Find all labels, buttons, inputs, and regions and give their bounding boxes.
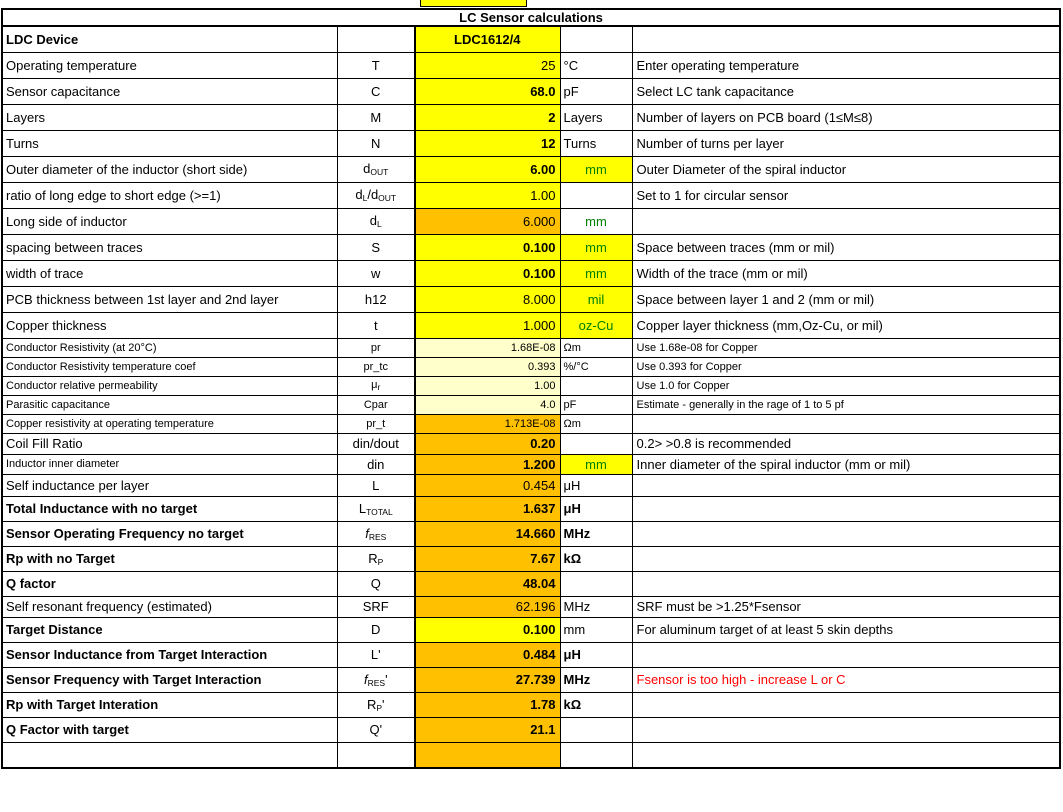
title-row (2, 9, 1060, 26)
table-row (2, 104, 1060, 130)
symbol-part: ' (382, 696, 385, 712)
row-symbol (337, 104, 415, 130)
symbol-part: t (373, 317, 378, 333)
table-row (2, 571, 1060, 596)
row-symbol (337, 156, 415, 182)
row-symbol (337, 496, 415, 521)
table-row (2, 474, 1060, 496)
row-symbol (337, 376, 415, 395)
symbol-part: SRF (362, 599, 389, 614)
row-label: Turns (2, 130, 337, 156)
symbol-part: RES (367, 677, 386, 688)
row-symbol (337, 312, 415, 338)
row-label: Coil Fill Ratio (2, 433, 337, 454)
symbol-part: P (376, 702, 383, 713)
value-cell: 0.20 (415, 433, 560, 454)
row-symbol (337, 617, 415, 642)
row-symbol (337, 26, 415, 52)
row-label: LDC Device (2, 26, 337, 52)
table-row (2, 312, 1060, 338)
row-description (632, 414, 1060, 433)
table-row (2, 496, 1060, 521)
value-cell: 7.67 (415, 546, 560, 571)
value-cell: 14.660 (415, 521, 560, 546)
value-cell[interactable]: 25 (415, 52, 560, 78)
yellow-cell-fragment (420, 0, 527, 7)
row-label: Parasitic capacitance (2, 395, 337, 414)
unit-cell: mil (560, 286, 632, 312)
table-row (2, 52, 1060, 78)
symbol-part: pr_tc (363, 360, 388, 373)
row-symbol (337, 546, 415, 571)
value-cell[interactable]: 4.0 (415, 395, 560, 414)
row-label: Target Distance (2, 617, 337, 642)
symbol-part: din/dout (352, 436, 399, 451)
row-symbol (337, 130, 415, 156)
row-symbol (337, 433, 415, 454)
symbol-part: r (377, 382, 381, 392)
value-cell[interactable]: 6.00 (415, 156, 560, 182)
value-cell[interactable]: LDC1612/4 (415, 26, 560, 52)
value-cell[interactable]: 1.68E-08 (415, 338, 560, 357)
unit-cell (560, 376, 632, 395)
row-label: Layers (2, 104, 337, 130)
unit-cell (560, 717, 632, 742)
table-row (2, 338, 1060, 357)
symbol-part: pr_t (366, 417, 386, 430)
row-symbol (337, 642, 415, 667)
symbol-part: d (369, 213, 377, 228)
row-description: Use 0.393 for Copper (632, 357, 1060, 376)
row-label: Long side of inductor (2, 208, 337, 234)
row-description: Inner diameter of the spiral inductor (mm or mil) (632, 454, 1060, 474)
symbol-part: d (355, 187, 363, 202)
unit-cell: MHz (560, 596, 632, 617)
table-row (2, 742, 1060, 768)
symbol-part: P (377, 556, 384, 567)
symbol-part: L' (370, 647, 381, 662)
unit-cell: MHz (560, 521, 632, 546)
symbol-part: S (371, 239, 381, 255)
value-cell[interactable]: 68.0 (415, 78, 560, 104)
table-row (2, 260, 1060, 286)
table-row (2, 433, 1060, 454)
unit-cell: Turns (560, 130, 632, 156)
symbol-part: f (365, 525, 369, 541)
row-label: Q Factor with target (2, 717, 337, 742)
row-description (632, 642, 1060, 667)
table-row (2, 357, 1060, 376)
unit-cell: mm (560, 260, 632, 286)
unit-cell: pF (560, 78, 632, 104)
symbol-part: C (371, 83, 381, 99)
table-row (2, 414, 1060, 433)
row-symbol (337, 260, 415, 286)
row-description (632, 742, 1060, 768)
row-description (632, 496, 1060, 521)
row-symbol (337, 667, 415, 692)
row-symbol (337, 454, 415, 474)
row-symbol (337, 52, 415, 78)
value-cell[interactable]: 0.100 (415, 234, 560, 260)
row-symbol (337, 474, 415, 496)
row-label: Inductor inner diameter (2, 454, 337, 474)
value-cell: 1.713E-08 (415, 414, 560, 433)
row-symbol (337, 182, 415, 208)
unit-cell (560, 26, 632, 52)
symbol-part: Cpar (363, 398, 388, 411)
table-row (2, 454, 1060, 474)
value-cell: 1.78 (415, 692, 560, 717)
unit-cell: kΩ (560, 692, 632, 717)
row-description: SRF must be >1.25*Fsensor (632, 596, 1060, 617)
table-row (2, 717, 1060, 742)
symbol-part: L (358, 500, 367, 516)
symbol-part: pr (370, 341, 381, 354)
value-cell: 6.000 (415, 208, 560, 234)
row-symbol (337, 286, 415, 312)
symbol-part: f (363, 671, 368, 687)
row-label: Q factor (2, 571, 337, 596)
value-cell[interactable]: 8.000 (415, 286, 560, 312)
row-label: PCB thickness between 1st layer and 2nd layer (2, 286, 337, 312)
row-symbol (337, 234, 415, 260)
row-label: Sensor Inductance from Target Interaction (2, 642, 337, 667)
symbol-part: Q (370, 576, 381, 591)
row-symbol (337, 414, 415, 433)
unit-cell: mm (560, 617, 632, 642)
symbol-part: N (371, 135, 381, 151)
row-symbol (337, 521, 415, 546)
row-label: Sensor Frequency with Target Interaction (2, 667, 337, 692)
row-description (632, 474, 1060, 496)
row-label: width of trace (2, 260, 337, 286)
unit-cell (560, 182, 632, 208)
row-description (632, 521, 1060, 546)
unit-cell (560, 742, 632, 768)
table-row (2, 208, 1060, 234)
lc-sensor-table (1, 8, 1061, 769)
row-description: Outer Diameter of the spiral inductor (632, 156, 1060, 182)
unit-cell: mm (560, 234, 632, 260)
row-label: ratio of long edge to short edge (>=1) (2, 182, 337, 208)
value-cell: 0.454 (415, 474, 560, 496)
row-symbol (337, 357, 415, 376)
row-description (632, 546, 1060, 571)
row-description: Width of the trace (mm or mil) (632, 260, 1060, 286)
row-symbol (337, 78, 415, 104)
table-row (2, 26, 1060, 52)
unit-cell: kΩ (560, 546, 632, 571)
table-row (2, 642, 1060, 667)
table-row (2, 692, 1060, 717)
table-row (2, 667, 1060, 692)
symbol-part: M (370, 109, 382, 125)
table-row (2, 376, 1060, 395)
unit-cell: μH (560, 496, 632, 521)
symbol-part: L (372, 477, 380, 493)
row-label: Self inductance per layer (2, 474, 337, 496)
value-cell: 62.196 (415, 596, 560, 617)
row-description: Space between traces (mm or mil) (632, 234, 1060, 260)
row-description: Enter operating temperature (632, 52, 1060, 78)
row-label: spacing between traces (2, 234, 337, 260)
page-title: LC Sensor calculations (2, 9, 1060, 26)
unit-cell (560, 433, 632, 454)
symbol-part: TOTAL (366, 506, 393, 517)
value-cell[interactable]: 1.000 (415, 312, 560, 338)
row-label: Rp with Target Interation (2, 692, 337, 717)
symbol-part: OUT (370, 167, 389, 177)
value-cell[interactable]: 12 (415, 130, 560, 156)
row-description: Space between layer 1 and 2 (mm or mil) (632, 286, 1060, 312)
table-row (2, 617, 1060, 642)
value-cell: 27.739 (415, 667, 560, 692)
row-symbol (337, 395, 415, 414)
row-label: Self resonant frequency (estimated) (2, 596, 337, 617)
row-description: Number of turns per layer (632, 130, 1060, 156)
unit-cell: %/°C (560, 357, 632, 376)
row-description (632, 571, 1060, 596)
value-cell: 0.484 (415, 642, 560, 667)
row-label: Operating temperature (2, 52, 337, 78)
value-cell: 48.04 (415, 571, 560, 596)
unit-cell: Ωm (560, 338, 632, 357)
row-label: Conductor Resistivity (at 20°C) (2, 338, 337, 357)
row-description: Select LC tank capacitance (632, 78, 1060, 104)
row-label: Outer diameter of the inductor (short side) (2, 156, 337, 182)
value-cell[interactable]: 0.100 (415, 617, 560, 642)
unit-cell: mm (560, 156, 632, 182)
table-row (2, 182, 1060, 208)
unit-cell: pF (560, 395, 632, 414)
row-label: Sensor Operating Frequency no target (2, 521, 337, 546)
value-cell[interactable]: 1.00 (415, 376, 560, 395)
row-description: Use 1.0 for Copper (632, 376, 1060, 395)
value-cell[interactable]: 2 (415, 104, 560, 130)
symbol-part: /d (367, 187, 379, 202)
unit-cell: Layers (560, 104, 632, 130)
row-symbol (337, 692, 415, 717)
row-label: Rp with no Target (2, 546, 337, 571)
table-row (2, 395, 1060, 414)
value-cell[interactable]: 0.100 (415, 260, 560, 286)
table-row (2, 234, 1060, 260)
row-description: Set to 1 for circular sensor (632, 182, 1060, 208)
row-symbol (337, 338, 415, 357)
table-row (2, 156, 1060, 182)
value-cell (415, 742, 560, 768)
symbol-part: L (362, 193, 368, 203)
value-cell[interactable]: 1.00 (415, 182, 560, 208)
row-label: Copper thickness (2, 312, 337, 338)
value-cell: 1.637 (415, 496, 560, 521)
value-cell: 1.200 (415, 454, 560, 474)
unit-cell (560, 571, 632, 596)
unit-cell: mm (560, 208, 632, 234)
unit-cell: MHz (560, 667, 632, 692)
table-row (2, 546, 1060, 571)
symbol-part: d (363, 161, 371, 176)
row-description (632, 717, 1060, 742)
symbol-part: R (366, 696, 377, 712)
symbol-part: μ (371, 379, 378, 391)
row-symbol (337, 596, 415, 617)
row-label: Total Inductance with no target (2, 496, 337, 521)
row-description (632, 26, 1060, 52)
row-description: Estimate - generally in the rage of 1 to 5 pf (632, 395, 1060, 414)
symbol-part: h12 (364, 291, 387, 307)
unit-cell: Ωm (560, 414, 632, 433)
value-cell[interactable]: 0.393 (415, 357, 560, 376)
symbol-part: din (367, 456, 385, 472)
table-row (2, 286, 1060, 312)
symbol-part: T (371, 57, 380, 73)
row-description (632, 208, 1060, 234)
row-symbol (337, 571, 415, 596)
row-description: Copper layer thickness (mm,Oz-Cu, or mil) (632, 312, 1060, 338)
row-label: Conductor Resistivity temperature coef (2, 357, 337, 376)
row-label (2, 742, 337, 768)
symbol-part: R (368, 550, 378, 566)
table-row (2, 596, 1060, 617)
table-row (2, 78, 1060, 104)
table-row (2, 521, 1060, 546)
row-symbol (337, 208, 415, 234)
symbol-part: Q' (369, 722, 383, 737)
table-row (2, 130, 1060, 156)
symbol-part: RES (368, 531, 387, 542)
row-symbol (337, 742, 415, 768)
unit-cell: μH (560, 642, 632, 667)
row-description: Fsensor is too high - increase L or C (632, 667, 1060, 692)
unit-cell: mm (560, 454, 632, 474)
unit-cell: oz-Cu (560, 312, 632, 338)
row-description: Use 1.68e-08 for Copper (632, 338, 1060, 357)
symbol-part: L (377, 219, 382, 229)
symbol-part: OUT (378, 193, 397, 203)
row-description: Number of layers on PCB board (1≤M≤8) (632, 104, 1060, 130)
value-cell: 21.1 (415, 717, 560, 742)
row-symbol (337, 717, 415, 742)
symbol-part: w (371, 265, 381, 281)
symbol-part: ' (385, 671, 388, 687)
row-description (632, 692, 1060, 717)
symbol-part: D (371, 622, 381, 637)
row-label: Sensor capacitance (2, 78, 337, 104)
row-label: Copper resistivity at operating temperature (2, 414, 337, 433)
unit-cell: °C (560, 52, 632, 78)
unit-cell: μH (560, 474, 632, 496)
row-description: For aluminum target of at least 5 skin depths (632, 617, 1060, 642)
row-description: 0.2> >0.8 is recommended (632, 433, 1060, 454)
row-label: Conductor relative permeability (2, 376, 337, 395)
